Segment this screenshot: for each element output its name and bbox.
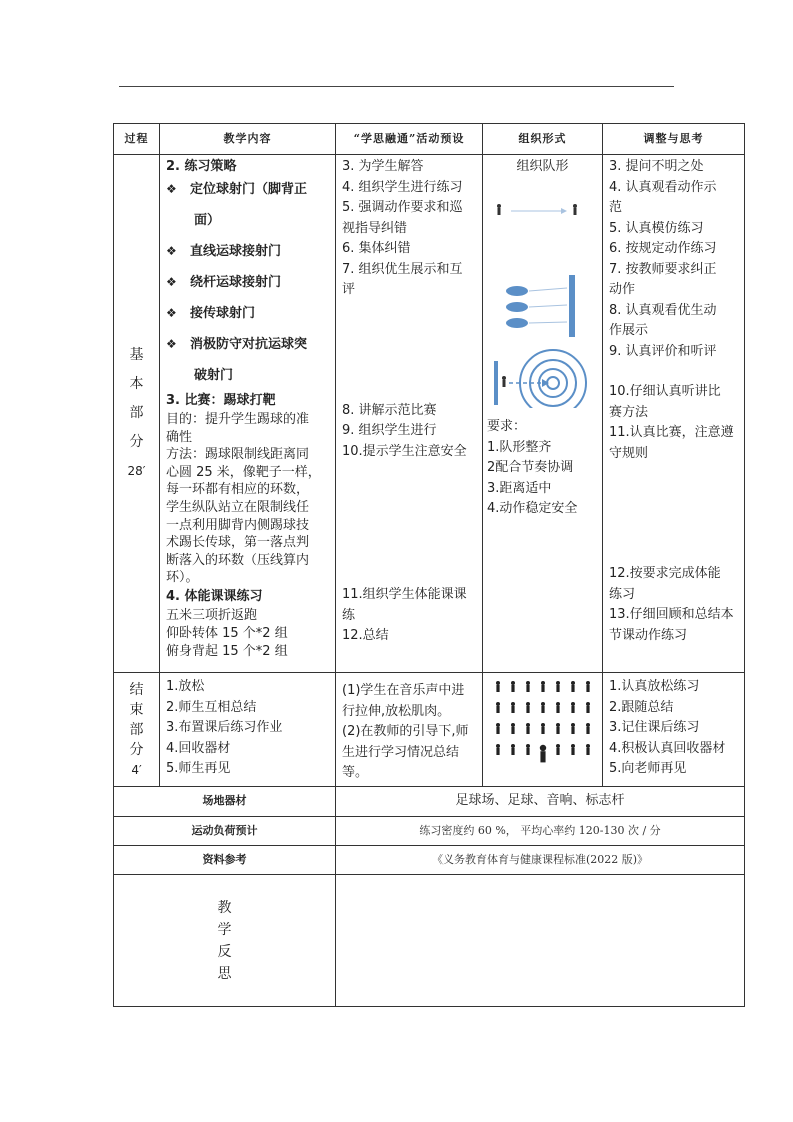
student-icon xyxy=(496,744,500,755)
text-line: 5. 认真模仿练习 xyxy=(609,220,704,236)
diamond-bullet-icon: ❖ xyxy=(166,305,177,320)
text-line: 评 xyxy=(342,282,356,297)
text-line: 3. 为学生解答 xyxy=(342,159,424,174)
header-organization: 组织形式 xyxy=(483,124,603,155)
header-content: 教学内容 xyxy=(160,124,336,155)
teacher-icon xyxy=(540,745,546,763)
pass-arrow xyxy=(529,322,567,323)
student-icon xyxy=(541,681,545,692)
group-ellipse xyxy=(506,286,528,296)
text-line: 心圆 25 米，像靶子一样， xyxy=(166,464,321,480)
text-line: 术踢长传球，第一落点判 xyxy=(166,535,310,551)
text-line: 9. 认真评价和听评 xyxy=(609,343,717,359)
student-icon xyxy=(541,723,545,734)
text-line: 赛方法 xyxy=(609,404,649,420)
header-process: 过程 xyxy=(114,124,160,155)
text-line: 1.队形整齐 xyxy=(487,439,552,455)
text-line: 11.认真比赛，注意遵 xyxy=(609,425,734,440)
student-formation-diagram xyxy=(483,673,601,773)
text-line: 五米三项折返跑 xyxy=(166,608,258,624)
text-line: 动作 xyxy=(609,282,636,297)
text-line: 1.认真放松练习 xyxy=(609,679,700,694)
text-line: 9. 组织学生进行 xyxy=(342,423,437,438)
student-icon xyxy=(571,702,575,713)
ending-content-cell xyxy=(160,673,336,787)
text-line: 10.提示学生注意安全 xyxy=(342,443,467,459)
basic-activity-cell xyxy=(336,155,483,673)
reflection-row xyxy=(114,875,745,1007)
text-line: 2.师生互相总结 xyxy=(166,699,257,715)
person-icon xyxy=(502,376,506,387)
ending-section-row xyxy=(114,673,745,787)
text-line: 等。 xyxy=(342,765,369,780)
student-icon xyxy=(571,744,575,755)
text-line: 一点利用脚背内侧踢球技 xyxy=(166,517,310,533)
reflection-char: 学 xyxy=(217,921,232,938)
text-line: 每一环都有相应的环数， xyxy=(166,482,310,498)
text-line: 目的：提升学生踢球的准 xyxy=(166,412,310,427)
diamond-bullet-icon: ❖ xyxy=(166,274,177,289)
student-icon xyxy=(496,702,500,713)
stage-char: 部 xyxy=(129,721,144,738)
venue-value: 足球场、足球、音响、标志杆 xyxy=(336,787,745,817)
text-line: 13.仔细回顾和总结本 xyxy=(609,607,734,622)
header-row xyxy=(114,124,745,155)
text-line: 1.放松 xyxy=(166,679,205,694)
strategy-item: 直线运球接射门 xyxy=(190,243,282,259)
requirements-title: 要求： xyxy=(487,419,527,434)
diamond-bullet-icon: ❖ xyxy=(166,181,177,196)
text-line: 作展示 xyxy=(609,323,649,338)
ending-stage-cell xyxy=(114,673,160,787)
student-icon xyxy=(556,744,560,755)
text-line: 节课动作练习 xyxy=(609,627,688,643)
header-rule xyxy=(119,86,674,87)
basic-stage-cell xyxy=(114,155,160,673)
target-ring xyxy=(530,360,576,406)
student-icon xyxy=(586,681,590,692)
text-line: 守规则 xyxy=(609,445,649,461)
header-activity: “学思融通”活动预设 xyxy=(336,124,483,155)
student-icon xyxy=(586,744,590,755)
stage-char: 结 xyxy=(129,681,144,698)
ending-activity-cell xyxy=(336,673,483,787)
reference-value: 《义务教育体育与健康课程标准(2022 版)》 xyxy=(336,846,745,875)
student-icon xyxy=(586,723,590,734)
stage-char: 束 xyxy=(129,701,144,718)
basic-adjustment-cell xyxy=(603,155,745,673)
diamond-bullet-icon: ❖ xyxy=(166,336,177,351)
text-line: 3.距离适中 xyxy=(487,480,552,496)
student-icon xyxy=(526,681,530,692)
stage-char: 基 xyxy=(129,347,144,363)
section-title: 3. 比赛：踢球打靶 xyxy=(166,392,276,408)
text-line: 3.布置课后练习作业 xyxy=(166,720,283,735)
wall-bar xyxy=(569,275,575,337)
basic-organization-cell xyxy=(483,155,603,673)
student-icon xyxy=(511,744,515,755)
stage-char: 部 xyxy=(129,405,144,421)
stage-char: 分 xyxy=(129,741,144,758)
header-adjustment: 调整与思考 xyxy=(603,124,745,155)
stage-char: 本 xyxy=(129,376,144,392)
student-icon xyxy=(526,702,530,713)
text-line: 视指导纠错 xyxy=(342,220,408,236)
basic-section-row xyxy=(114,155,745,673)
student-icon xyxy=(511,681,515,692)
text-line: 5.向老师再见 xyxy=(609,761,687,776)
text-line: 12.按要求完成体能 xyxy=(609,566,721,581)
limit-line-bar xyxy=(494,361,498,405)
strategy-item-cont: 破射门 xyxy=(194,367,234,383)
text-line: 6. 集体纠错 xyxy=(342,241,411,256)
text-line: 5. 强调动作要求和巡 xyxy=(342,200,463,215)
text-line: 学生纵队站立在限制线任 xyxy=(166,499,310,515)
ending-organization-cell xyxy=(483,673,603,787)
diamond-bullet-icon: ❖ xyxy=(166,243,177,258)
text-line: 5.师生再见 xyxy=(166,761,231,776)
text-line: 12.总结 xyxy=(342,628,389,643)
org-title: 组织队形 xyxy=(516,159,569,174)
text-line: 生进行学习情况总结 xyxy=(342,744,460,760)
reflection-char: 思 xyxy=(217,965,232,982)
load-value: 练习密度约 60 %， 平均心率约 120-130 次 / 分 xyxy=(336,817,745,846)
text-line: 4.积极认真回收器材 xyxy=(609,740,726,756)
student-icon xyxy=(556,681,560,692)
text-line: 11.组织学生体能课课 xyxy=(342,587,467,602)
strategy-item: 定位球射门（脚背正 xyxy=(190,181,308,197)
reflection-label xyxy=(114,875,336,1007)
text-line: 2配合节奏协调 xyxy=(487,460,574,475)
section-title: 2. 练习策略 xyxy=(166,159,237,174)
load-label: 运动负荷预计 xyxy=(114,817,336,846)
reflection-value xyxy=(336,875,745,1007)
text-line: 练 xyxy=(342,607,356,623)
text-line: 方法：踢球限制线距离同 xyxy=(166,447,310,463)
student-icon xyxy=(496,681,500,692)
student-icon xyxy=(586,702,590,713)
text-line: (1)学生在音乐声中进 xyxy=(342,683,465,698)
text-line: 7. 组织优生展示和互 xyxy=(342,261,463,277)
reference-row xyxy=(114,846,745,875)
text-line: 俯身背起 15 个*2 组 xyxy=(166,644,288,660)
reflection-char: 反 xyxy=(217,943,232,960)
strategy-item-cont: 面） xyxy=(194,212,221,228)
text-line: 7. 按教师要求纠正 xyxy=(609,261,717,277)
student-icon xyxy=(526,744,530,755)
stage-time: 4′ xyxy=(131,762,142,777)
text-line: (2)在教师的引导下,师 xyxy=(342,724,469,739)
student-icon xyxy=(556,723,560,734)
text-line: 范 xyxy=(609,200,623,215)
person-icon xyxy=(573,204,577,215)
student-icon xyxy=(526,723,530,734)
text-line: 4. 认真观看动作示 xyxy=(609,179,717,195)
text-line: 3.记住课后练习 xyxy=(609,720,700,735)
lesson-plan-table xyxy=(113,123,745,1007)
text-line: 3. 提问不明之处 xyxy=(609,159,704,174)
student-icon xyxy=(571,681,575,692)
ending-adjustment-cell xyxy=(603,673,745,787)
student-icon xyxy=(511,723,515,734)
text-line: 8. 讲解示范比赛 xyxy=(342,402,437,418)
student-icon xyxy=(511,702,515,713)
group-ellipse xyxy=(506,302,528,312)
section-title: 4. 体能课课练习 xyxy=(166,588,263,604)
pass-arrow xyxy=(529,288,567,291)
venue-label: 场地器材 xyxy=(114,787,336,817)
pass-arrow xyxy=(529,305,567,307)
text-line: 仰卧转体 15 个*2 组 xyxy=(166,626,288,642)
text-line: 4.回收器材 xyxy=(166,740,231,756)
reference-label: 资料参考 xyxy=(114,846,336,875)
text-line: 行拉伸,放松肌肉。 xyxy=(342,703,451,719)
load-row xyxy=(114,817,745,846)
text-line: 环）。 xyxy=(166,570,199,586)
student-icon xyxy=(571,723,575,734)
stage-char: 分 xyxy=(129,434,144,450)
stage-time: 28′ xyxy=(127,464,146,478)
strategy-item: 消极防守对抗运球突 xyxy=(190,336,308,352)
text-line: 断落入的环数（压线算内 xyxy=(166,552,310,568)
group-ellipse xyxy=(506,318,528,328)
strategy-item: 接传球射门 xyxy=(190,305,256,321)
text-line: 确性 xyxy=(166,429,193,445)
basic-content-cell xyxy=(160,155,336,673)
text-line: 6. 按规定动作练习 xyxy=(609,241,717,256)
arrow-head-icon xyxy=(561,208,567,214)
student-icon xyxy=(496,723,500,734)
reflection-char: 教 xyxy=(217,899,232,916)
text-line: 10.仔细认真听讲比 xyxy=(609,384,721,399)
text-line: 8. 认真观看优生动 xyxy=(609,302,717,318)
venue-row xyxy=(114,787,745,817)
text-line: 4.动作稳定安全 xyxy=(487,501,578,516)
text-line: 2.跟随总结 xyxy=(609,699,674,715)
person-icon xyxy=(497,204,501,215)
text-line: 练习 xyxy=(609,586,636,602)
strategy-item: 绕杆运球接射门 xyxy=(190,274,282,290)
student-icon xyxy=(556,702,560,713)
formation-diagram xyxy=(487,178,597,408)
student-icon xyxy=(541,702,545,713)
text-line: 4. 组织学生进行练习 xyxy=(342,179,463,195)
